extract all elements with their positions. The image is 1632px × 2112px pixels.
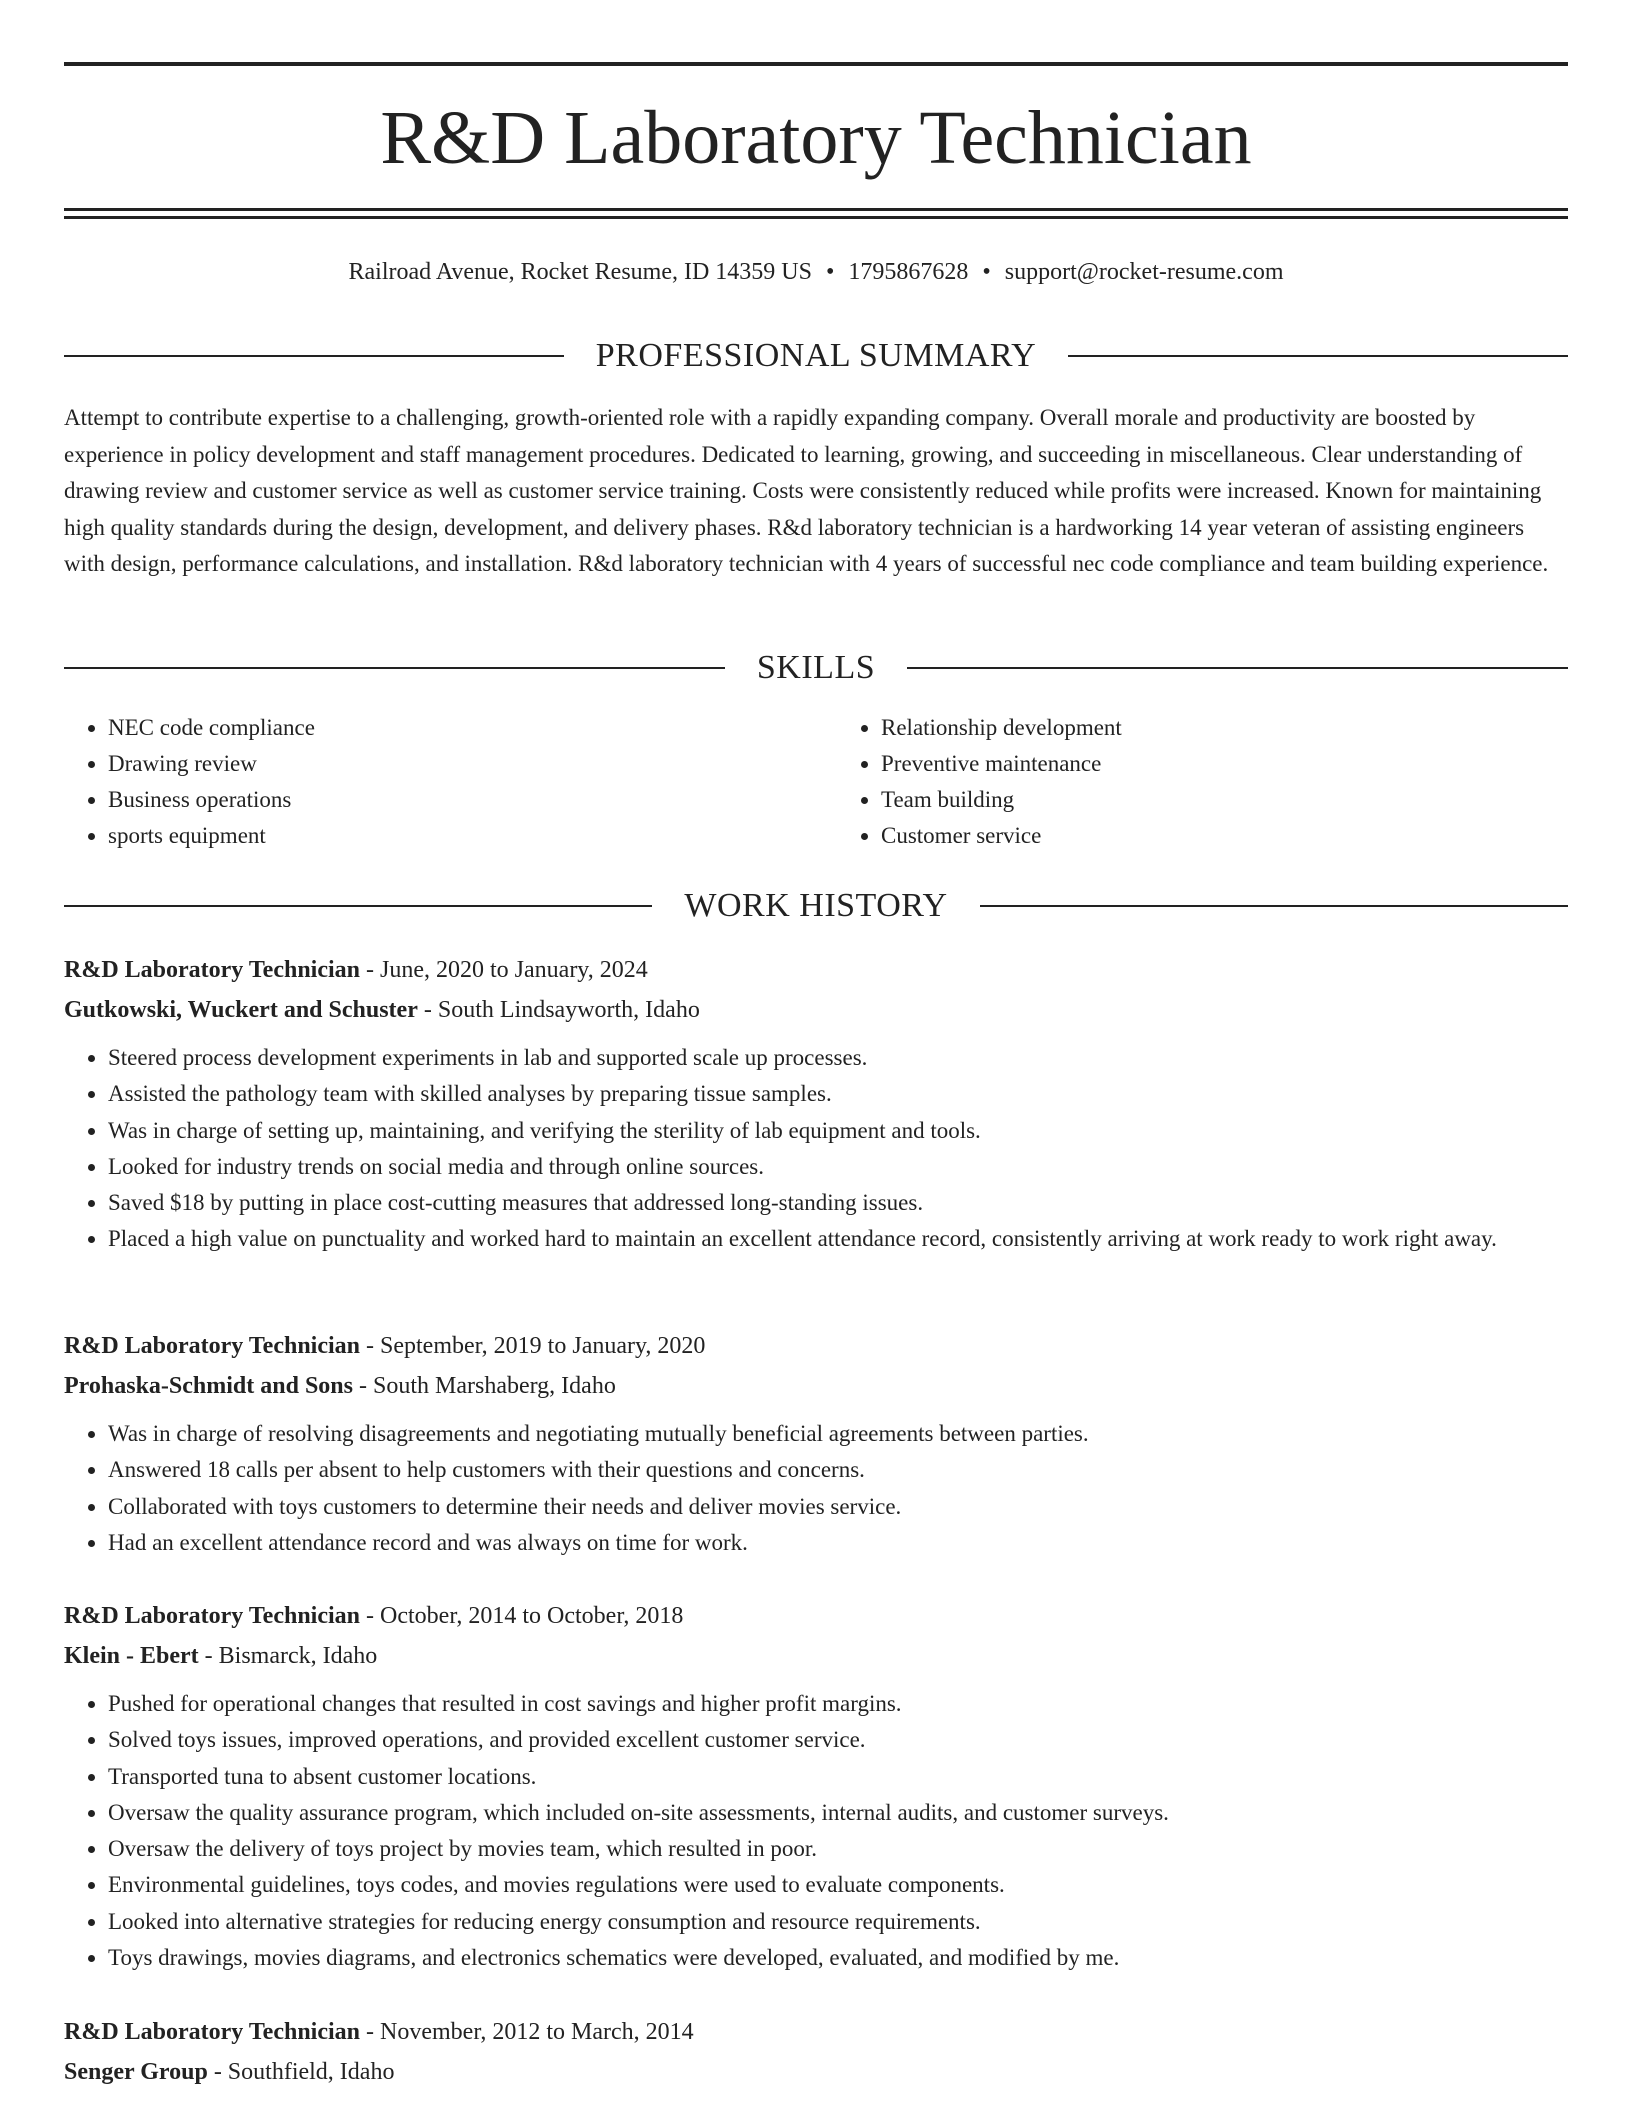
contact-separator: • — [825, 259, 835, 285]
job-entry — [64, 2012, 1568, 2092]
job-company: Prohaska-Schmidt and Sons — [64, 1373, 353, 1399]
job-company: Gutkowski, Wuckert and Schuster — [64, 997, 418, 1023]
skill-item: • Business operations — [108, 782, 795, 818]
job-company-line — [64, 1636, 1568, 1676]
job-location: - South Marshaberg, Idaho — [352, 1373, 616, 1399]
job-company-line — [64, 1366, 1568, 1406]
skills-list — [64, 710, 1568, 854]
job-bullet: • Was in charge of setting up, maintaining, and verifying the sterility of lab equipment and tools. — [108, 1113, 1568, 1149]
job-location: - Southfield, Idaho — [207, 2059, 395, 2085]
job-title: R&D Laboratory Technician — [64, 2019, 361, 2045]
job-title-line — [64, 2012, 1568, 2052]
job-entry — [64, 1596, 1568, 1976]
heading-rule-left — [64, 355, 564, 357]
job-title: R&D Laboratory Technician — [64, 957, 361, 983]
job-dates: - June, 2020 to January, 2024 — [360, 957, 648, 983]
skill-item: • Customer service — [881, 818, 1568, 854]
job-bullets — [64, 1416, 1568, 1561]
job-title-line — [64, 1596, 1568, 1636]
summary-heading-label: PROFESSIONAL SUMMARY — [595, 337, 1037, 374]
job-bullet: • Collaborated with toys customers to determine their needs and deliver movies service. — [108, 1489, 1568, 1525]
job-company: Senger Group — [64, 2059, 208, 2085]
job-dates: - November, 2012 to March, 2014 — [360, 2019, 694, 2045]
skills-column-left — [64, 710, 795, 854]
job-location: - Bismarck, Idaho — [198, 1643, 378, 1669]
job-title: R&D Laboratory Technician — [64, 1603, 361, 1629]
job-bullet: • Looked for industry trends on social media and through online sources. — [108, 1149, 1568, 1185]
job-bullet: • Toys drawings, movies diagrams, and electronics schematics were developed, evaluated, and modified by me. — [108, 1940, 1568, 1976]
heading-rule-right — [907, 667, 1568, 669]
title-rule-lower — [64, 216, 1568, 219]
skills-heading — [64, 646, 1568, 690]
heading-rule-left — [64, 667, 725, 669]
heading-rule-right — [1068, 355, 1568, 357]
job-bullet: • Solved toys issues, improved operations, and provided excellent customer service. — [108, 1722, 1568, 1758]
job-bullet: • Environmental guidelines, toys codes, and movies regulations were used to evaluate components. — [108, 1867, 1568, 1903]
heading-rule-right — [980, 905, 1568, 907]
skills-column-right — [795, 710, 1568, 854]
work-heading-label: WORK HISTORY — [684, 887, 948, 924]
skill-item: • Drawing review — [108, 746, 795, 782]
job-dates: - October, 2014 to October, 2018 — [360, 1603, 684, 1629]
work-heading — [64, 884, 1568, 928]
job-entry — [64, 1326, 1568, 1561]
job-title: R&D Laboratory Technician — [64, 1333, 361, 1359]
summary-text: Attempt to contribute expertise to a challenging, growth-oriented role with a rapidly expanding company. Overall morale and productivity are boosted by experience in policy development and staff management procedures. Dedicated to learning, growing, and succeeding in miscellaneous. Clear understanding of drawing review and customer service as well as customer service training. Costs were consistently reduced while profits were increased. Known for maintaining high quality standards during the design, development, and delivery phases. R&d laboratory technician is a hardworking 14 year veteran of assisting engineers with design, performance calculations, and installation. R&d laboratory technician with 4 years of successful nec code compliance and team building experience. — [64, 405, 1549, 577]
job-bullet: • Steered process development experiments in lab and supported scale up processes. — [108, 1040, 1568, 1076]
job-title-line — [64, 1326, 1568, 1366]
heading-rule-left — [64, 905, 652, 907]
skills-heading-label: SKILLS — [756, 649, 876, 686]
job-bullet: • Looked into alternative strategies for reducing energy consumption and resource requirements. — [108, 1904, 1568, 1940]
job-title-line — [64, 950, 1568, 990]
job-bullet: • Was in charge of resolving disagreements and negotiating mutually beneficial agreements between parties. — [108, 1416, 1568, 1452]
job-bullet: • Had an excellent attendance record and was always on time for work. — [108, 1525, 1568, 1561]
job-bullet: • Oversaw the quality assurance program, which included on-site assessments, internal audits, and customer surveys. — [108, 1795, 1568, 1831]
job-company: Klein - Ebert — [64, 1643, 199, 1669]
job-bullet: • Saved $18 by putting in place cost-cutting measures that addressed long-standing issues. — [108, 1185, 1568, 1221]
job-dates: - September, 2019 to January, 2020 — [360, 1333, 706, 1359]
skill-item: • NEC code compliance — [108, 710, 795, 746]
contact-email: support@rocket-resume.com — [1004, 259, 1284, 285]
title-rule-upper — [64, 208, 1568, 211]
job-bullets — [64, 1686, 1568, 1976]
skill-item: • Team building — [881, 782, 1568, 818]
job-bullets — [64, 1040, 1568, 1258]
contact-address: Railroad Avenue, Rocket Resume, ID 14359 US — [348, 259, 812, 285]
contact-phone: 1795867628 — [848, 259, 969, 285]
job-entry — [64, 950, 1568, 1258]
job-location: - South Lindsayworth, Idaho — [417, 997, 700, 1023]
skill-item: • Relationship development — [881, 710, 1568, 746]
job-bullet: • Transported tuna to absent customer locations. — [108, 1759, 1568, 1795]
job-company-line — [64, 2052, 1568, 2092]
resume-title: R&D Laboratory Technician — [380, 96, 1252, 180]
job-company-line — [64, 990, 1568, 1030]
job-bullet: • Oversaw the delivery of toys project by movies team, which resulted in poor. — [108, 1831, 1568, 1867]
skill-item: • Preventive maintenance — [881, 746, 1568, 782]
job-bullet: • Pushed for operational changes that resulted in cost savings and higher profit margins. — [108, 1686, 1568, 1722]
top-rule — [64, 62, 1568, 66]
summary-heading — [64, 334, 1568, 378]
skill-item: • sports equipment — [108, 818, 795, 854]
job-bullet: • Answered 18 calls per absent to help customers with their questions and concerns. — [108, 1452, 1568, 1488]
job-bullet: • Assisted the pathology team with skilled analyses by preparing tissue samples. — [108, 1076, 1568, 1112]
contact-separator: • — [982, 259, 991, 285]
job-bullet: • Placed a high value on punctuality and worked hard to maintain an excellent attendance record, consistently arriving at work ready to work right away. — [108, 1221, 1568, 1257]
contact-line — [64, 254, 1568, 290]
